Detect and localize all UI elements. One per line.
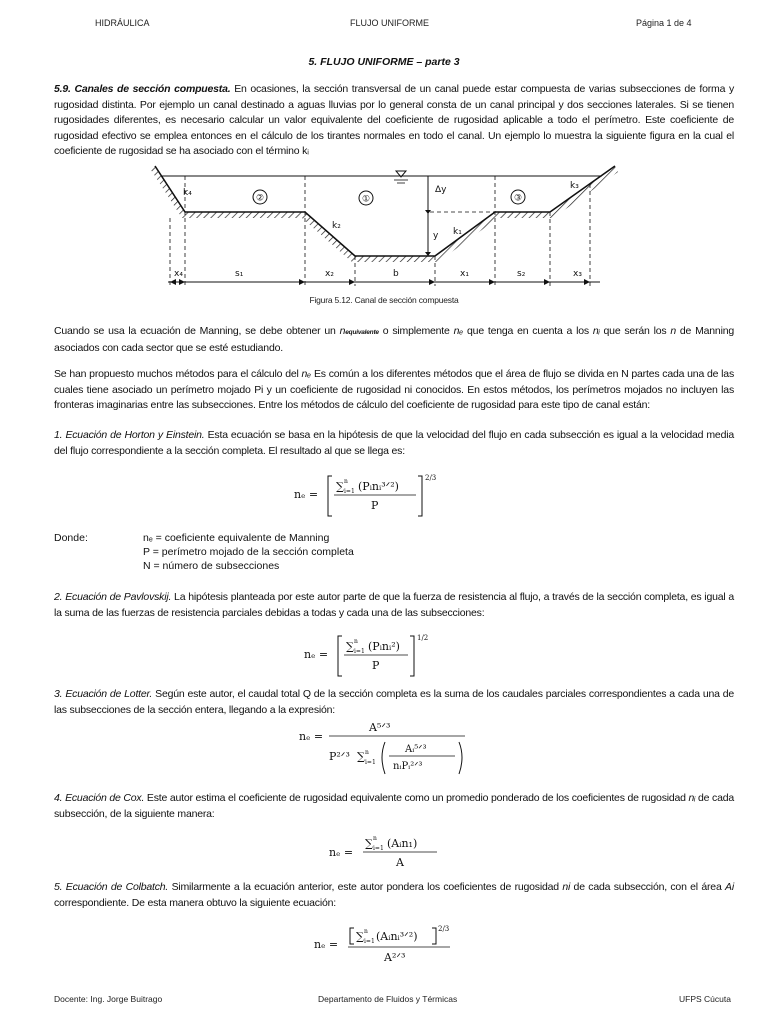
svg-text:2/3: 2/3	[425, 474, 437, 482]
footer-department: Departamento de Fluidos y Térmicas	[318, 994, 458, 1004]
svg-text:i=1: i=1	[373, 845, 384, 852]
equation-colbatch	[0, 922, 768, 969]
page-title: 5. FLUJO UNIFORME – parte 3	[308, 56, 460, 68]
svg-text:i=1: i=1	[354, 648, 365, 655]
svg-text:P: P	[371, 499, 379, 512]
label-x2: x₂	[325, 269, 334, 279]
svg-text:∑: ∑	[365, 837, 373, 850]
svg-text:2/3: 2/3	[438, 925, 450, 933]
svg-text:n: n	[344, 478, 348, 485]
svg-text:nₑ =: nₑ =	[304, 648, 329, 661]
svg-text:Aᵢ⁵ᐟ³: Aᵢ⁵ᐟ³	[405, 744, 427, 755]
svg-text:∑: ∑	[356, 930, 364, 943]
svg-text:n: n	[354, 638, 358, 645]
method-lotter: 3. Ecuación de Lotter. Según este autor, el caudal total Q de la sección completa es la suma de los caudales parciales correspondientes a cada una de las subsecciones de la sección entera, llegando a la expresión:	[54, 688, 734, 716]
section-heading: 5.9. Canales de sección compuesta.	[54, 83, 231, 95]
label-y: y	[433, 231, 439, 241]
method-horton-einstein: 1. Ecuación de Horton y Einstein. Esta ecuación se basa en la hipótesis de que la velocidad del flujo en cada subsección es igual a la velocidad media del flujo correspondiente a la sección completa. El resultado al que se llega es:	[54, 429, 734, 457]
equation-horton-einstein	[0, 472, 768, 523]
svg-text:(Aᵢnᵢ³ᐟ²): (Aᵢnᵢ³ᐟ²)	[376, 930, 418, 943]
compound-channel-figure	[150, 158, 620, 293]
equation-lotter	[0, 718, 768, 781]
method-pavlovskij: 2. Ecuación de Pavlovskij. La hipótesis planteada por este autor parte de que la fuerza de resistencia al flujo, a través de la sección completa, es igual a la suma de las fuerzas de resistencia parciales debidas a todas y cada una de las subsecciones:	[54, 591, 734, 619]
svg-text:n: n	[365, 749, 369, 756]
header-subject: HIDRÁULICA	[95, 18, 150, 28]
def-p: P = perímetro mojado de la sección completa	[143, 546, 354, 558]
svg-text:(Pᵢnᵢ²): (Pᵢnᵢ²)	[368, 640, 400, 653]
method-cox: 4. Ecuación de Cox. Este autor estima el coeficiente de rugosidad equivalente como un promedio ponderado de los coeficientes de rugosidad nᵢ de cada subsección, de la siguiente manera:	[54, 792, 734, 820]
figure-caption: Figura 5.12. Canal de sección compuesta	[309, 295, 459, 305]
manning-paragraph: Cuando se usa la ecuación de Manning, se debe obtener un nequivalente o simplemente nₑ que tenga en cuenta a los nᵢ que serán los n de Manning asociados con cada sector que se esté estudiando.	[54, 325, 734, 354]
label-x1: x₁	[460, 269, 469, 279]
svg-text:P²ᐟ³: P²ᐟ³	[329, 750, 350, 763]
label-x3: x₃	[573, 269, 582, 279]
svg-text:nₑ =: nₑ =	[294, 488, 319, 501]
svg-text:n: n	[364, 928, 368, 935]
where-definitions	[143, 531, 354, 573]
label-b: b	[393, 269, 399, 279]
where-label: Donde:	[54, 532, 88, 544]
svg-text:∑: ∑	[346, 640, 354, 653]
equation-pavlovskij	[0, 632, 768, 683]
label-s1: s₁	[235, 269, 244, 279]
svg-text:∑: ∑	[336, 480, 344, 493]
footer-teacher: Docente: Ing. Jorge Buitrago	[54, 994, 163, 1004]
label-k2: k₂	[332, 221, 341, 231]
svg-text:nₑ =: nₑ =	[299, 730, 324, 743]
header-topic: FLUJO UNIFORME	[350, 18, 430, 28]
footer-university: UFPS Cúcuta	[679, 994, 731, 1004]
svg-text:A: A	[396, 856, 404, 869]
label-k1: k₁	[453, 227, 462, 237]
svg-text:nₑ =: nₑ =	[314, 938, 339, 951]
method-colbatch: 5. Ecuación de Colbatch. Similarmente a la ecuación anterior, este autor pondera los coeficientes de rugosidad ni de cada subsección, con el área Ai correspondiente. De esta manera obtuvo la siguiente ecuación:	[54, 881, 734, 909]
svg-text:i=1: i=1	[344, 488, 355, 495]
label-x4: x₄	[174, 269, 183, 279]
intro-paragraph	[54, 82, 734, 160]
zone-1: ①	[361, 194, 371, 205]
def-n: N = número de subsecciones	[143, 560, 280, 572]
equation-cox	[0, 832, 768, 875]
svg-text:n: n	[373, 835, 377, 842]
svg-text:A⁵ᐟ³: A⁵ᐟ³	[369, 721, 391, 734]
header-page: Página 1 de 4	[636, 18, 692, 28]
svg-text:(Pᵢnᵢ³ᐟ²): (Pᵢnᵢ³ᐟ²)	[358, 480, 399, 493]
methods-paragraph: Se han propuesto muchos métodos para el cálculo del nₑ Es común a los diferentes métodos que el área de flujo se divida en N partes cada una de las cuales tiene asociado un perímetro mojado Pi y un coeficiente de rugosidad ni conocidos. En estos métodos, los perímetros mojados no incluyen las fronteras imaginarias entre las subsecciones. Entre los métodos de cálculo del coeficiente de rugosidad para este tipo de canal están:	[54, 368, 734, 411]
intro-text: En ocasiones, la sección transversal de un canal puede estar compuesta de varias subsecciones de forma y rugosidad distinta. Por ejemplo un canal destinado a aguas lluvias por lo general consta de un canal principal y dos secciones laterales. Si se tienen rugosidades diferentes, es necesario calcular un valor equivalente del coeficiente de rugosidad aplicable a todo el perímetro. Este coeficiente de rugosidad efectivo se emplea entonces en el cálculo de los tirantes normales en todo el canal. Un ejemplo lo muestra la siguiente figura en la cual el coeficiente de rugosidad se ha asociado con el término kᵢ	[54, 83, 734, 157]
svg-text:1/2: 1/2	[417, 634, 429, 642]
zone-2: ②	[255, 193, 265, 204]
zone-3: ③	[513, 193, 523, 204]
svg-text:P: P	[372, 659, 380, 672]
label-dy: Δy	[435, 185, 447, 195]
label-k4: k₄	[183, 188, 192, 198]
label-s2: s₂	[517, 269, 526, 279]
svg-text:i=1: i=1	[364, 938, 375, 945]
label-k3: k₃	[570, 181, 579, 191]
svg-text:(Aᵢn₁): (Aᵢn₁)	[387, 837, 418, 850]
def-ne: nₑ = coeficiente equivalente de Manning	[143, 532, 330, 544]
svg-text:nᵢPᵢ²ᐟ³: nᵢPᵢ²ᐟ³	[393, 761, 423, 772]
svg-text:A²ᐟ³: A²ᐟ³	[384, 951, 406, 964]
svg-text:i=1: i=1	[365, 759, 376, 766]
svg-text:nₑ =: nₑ =	[329, 846, 354, 859]
svg-text:∑: ∑	[357, 750, 365, 763]
